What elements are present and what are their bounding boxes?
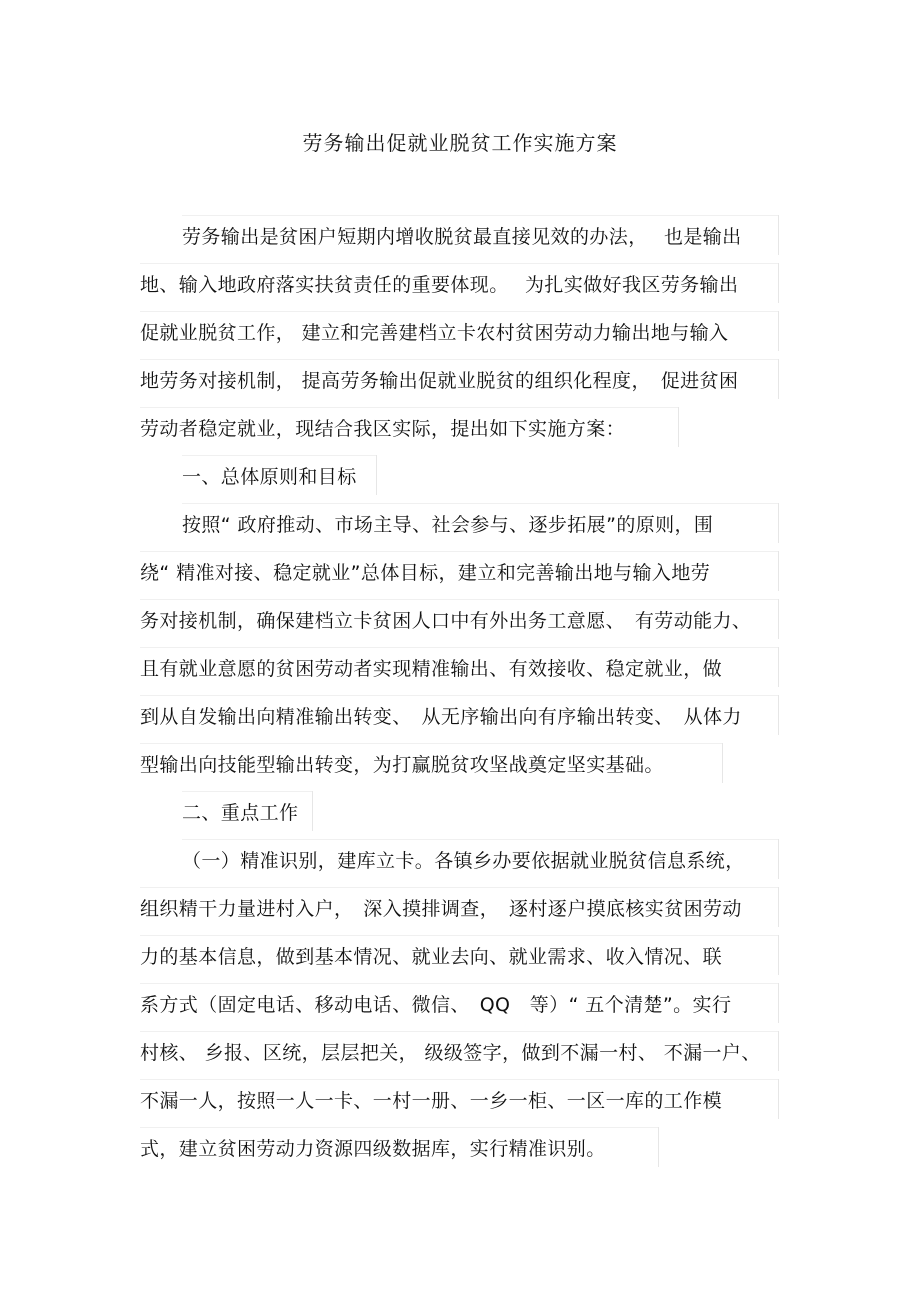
scan-rule [182, 455, 376, 456]
scan-rule [182, 503, 778, 504]
scan-rule [140, 1079, 778, 1080]
scan-rule [678, 407, 679, 447]
scan-rule [778, 599, 779, 639]
body-line: 不漏一人，按照一人一卡、一村一册、一乡一柜、一区一库的工作模 [140, 1090, 723, 1112]
body-line: 劳务输出是贫困户短期内增收脱贫最直接见效的办法， 也是输出 [182, 226, 742, 248]
document-title: 劳务输出促就业脱贫工作实施方案 [302, 131, 618, 155]
scan-rule [182, 791, 312, 792]
body-line: 地劳务对接机制， 提高劳务输出促就业脱贫的组织化程度， 促进贫困 [140, 370, 739, 392]
scan-rule [778, 311, 779, 351]
scan-rule [140, 551, 778, 552]
scan-rule [140, 359, 778, 360]
scan-rule [778, 503, 779, 543]
scan-rule [140, 407, 678, 408]
scan-rule [140, 263, 778, 264]
scan-rule [182, 215, 778, 216]
scan-rule [140, 983, 778, 984]
body-line: 促就业脱贫工作， 建立和完善建档立卡农村贫困劳动力输出地与输入 [140, 322, 729, 344]
scan-rule [778, 263, 779, 303]
body-line: 绕“ 精准对接、稳定就业”总体目标，建立和完善输出地与输入地劳 [140, 562, 711, 584]
scan-rule [140, 887, 778, 888]
body-line: 系方式（固定电话、移动电话、微信、 QQ 等）“ 五个清楚”。实行 [140, 994, 732, 1016]
scan-rule [778, 1031, 779, 1071]
body-line: 地、输入地政府落实扶贫责任的重要体现。 为扎实做好我区劳务输出 [140, 274, 739, 296]
scan-rule [376, 455, 377, 495]
body-line: 式，建立贫困劳动力资源四级数据库，实行精准识别。 [140, 1138, 606, 1160]
section-heading: 二、重点工作 [182, 802, 299, 824]
scan-rule [182, 839, 778, 840]
scan-rule [778, 647, 779, 687]
scan-rule [658, 1127, 659, 1167]
body-line: 到从自发输出向精准输出转变、 从无序输出向有序输出转变、 从体力 [140, 706, 742, 728]
body-line: 劳动者稳定就业，现结合我区实际，提出如下实施方案： [140, 418, 626, 440]
scan-rule [140, 647, 778, 648]
scan-rule [778, 359, 779, 399]
scan-rule [140, 695, 778, 696]
body-line: 组织精干力量进村入户， 深入摸排调查， 逐村逐户摸底核实贫困劳动 [140, 898, 742, 920]
body-line: 务对接机制，确保建档立卡贫困人口中有外出务工意愿、 有劳动能力、 [140, 610, 752, 632]
scan-rule [778, 935, 779, 975]
body-line: 按照“ 政府推动、市场主导、社会参与、逐步拓展”的原则，围 [182, 514, 714, 536]
scan-rule [312, 791, 313, 831]
body-line: （一）精准识别，建库立卡。各镇乡办要依据就业脱贫信息系统， [182, 850, 745, 872]
scan-rule [140, 935, 778, 936]
body-line: 且有就业意愿的贫困劳动者实现精准输出、有效接收、稳定就业，做 [140, 658, 723, 680]
scan-rule [140, 1127, 658, 1128]
section-heading: 一、总体原则和目标 [182, 466, 357, 488]
scan-rule [778, 215, 779, 255]
body-line: 村核、 乡报、区统，层层把关， 级级签字，做到不漏一村、 不漏一户、 [140, 1042, 761, 1064]
scan-rule [140, 743, 722, 744]
scan-rule [140, 1031, 778, 1032]
scan-rule [778, 551, 779, 591]
scan-rule [722, 743, 723, 783]
scan-rule [140, 311, 778, 312]
body-line: 力的基本信息，做到基本情况、就业去向、就业需求、收入情况、联 [140, 946, 723, 968]
scan-rule [778, 887, 779, 927]
scan-rule [778, 695, 779, 735]
body-line: 型输出向技能型输出转变，为打赢脱贫攻坚战奠定坚实基础。 [140, 754, 664, 776]
scan-rule [778, 1079, 779, 1119]
scan-rule [778, 983, 779, 1023]
scan-rule [140, 599, 778, 600]
scan-rule [778, 839, 779, 879]
